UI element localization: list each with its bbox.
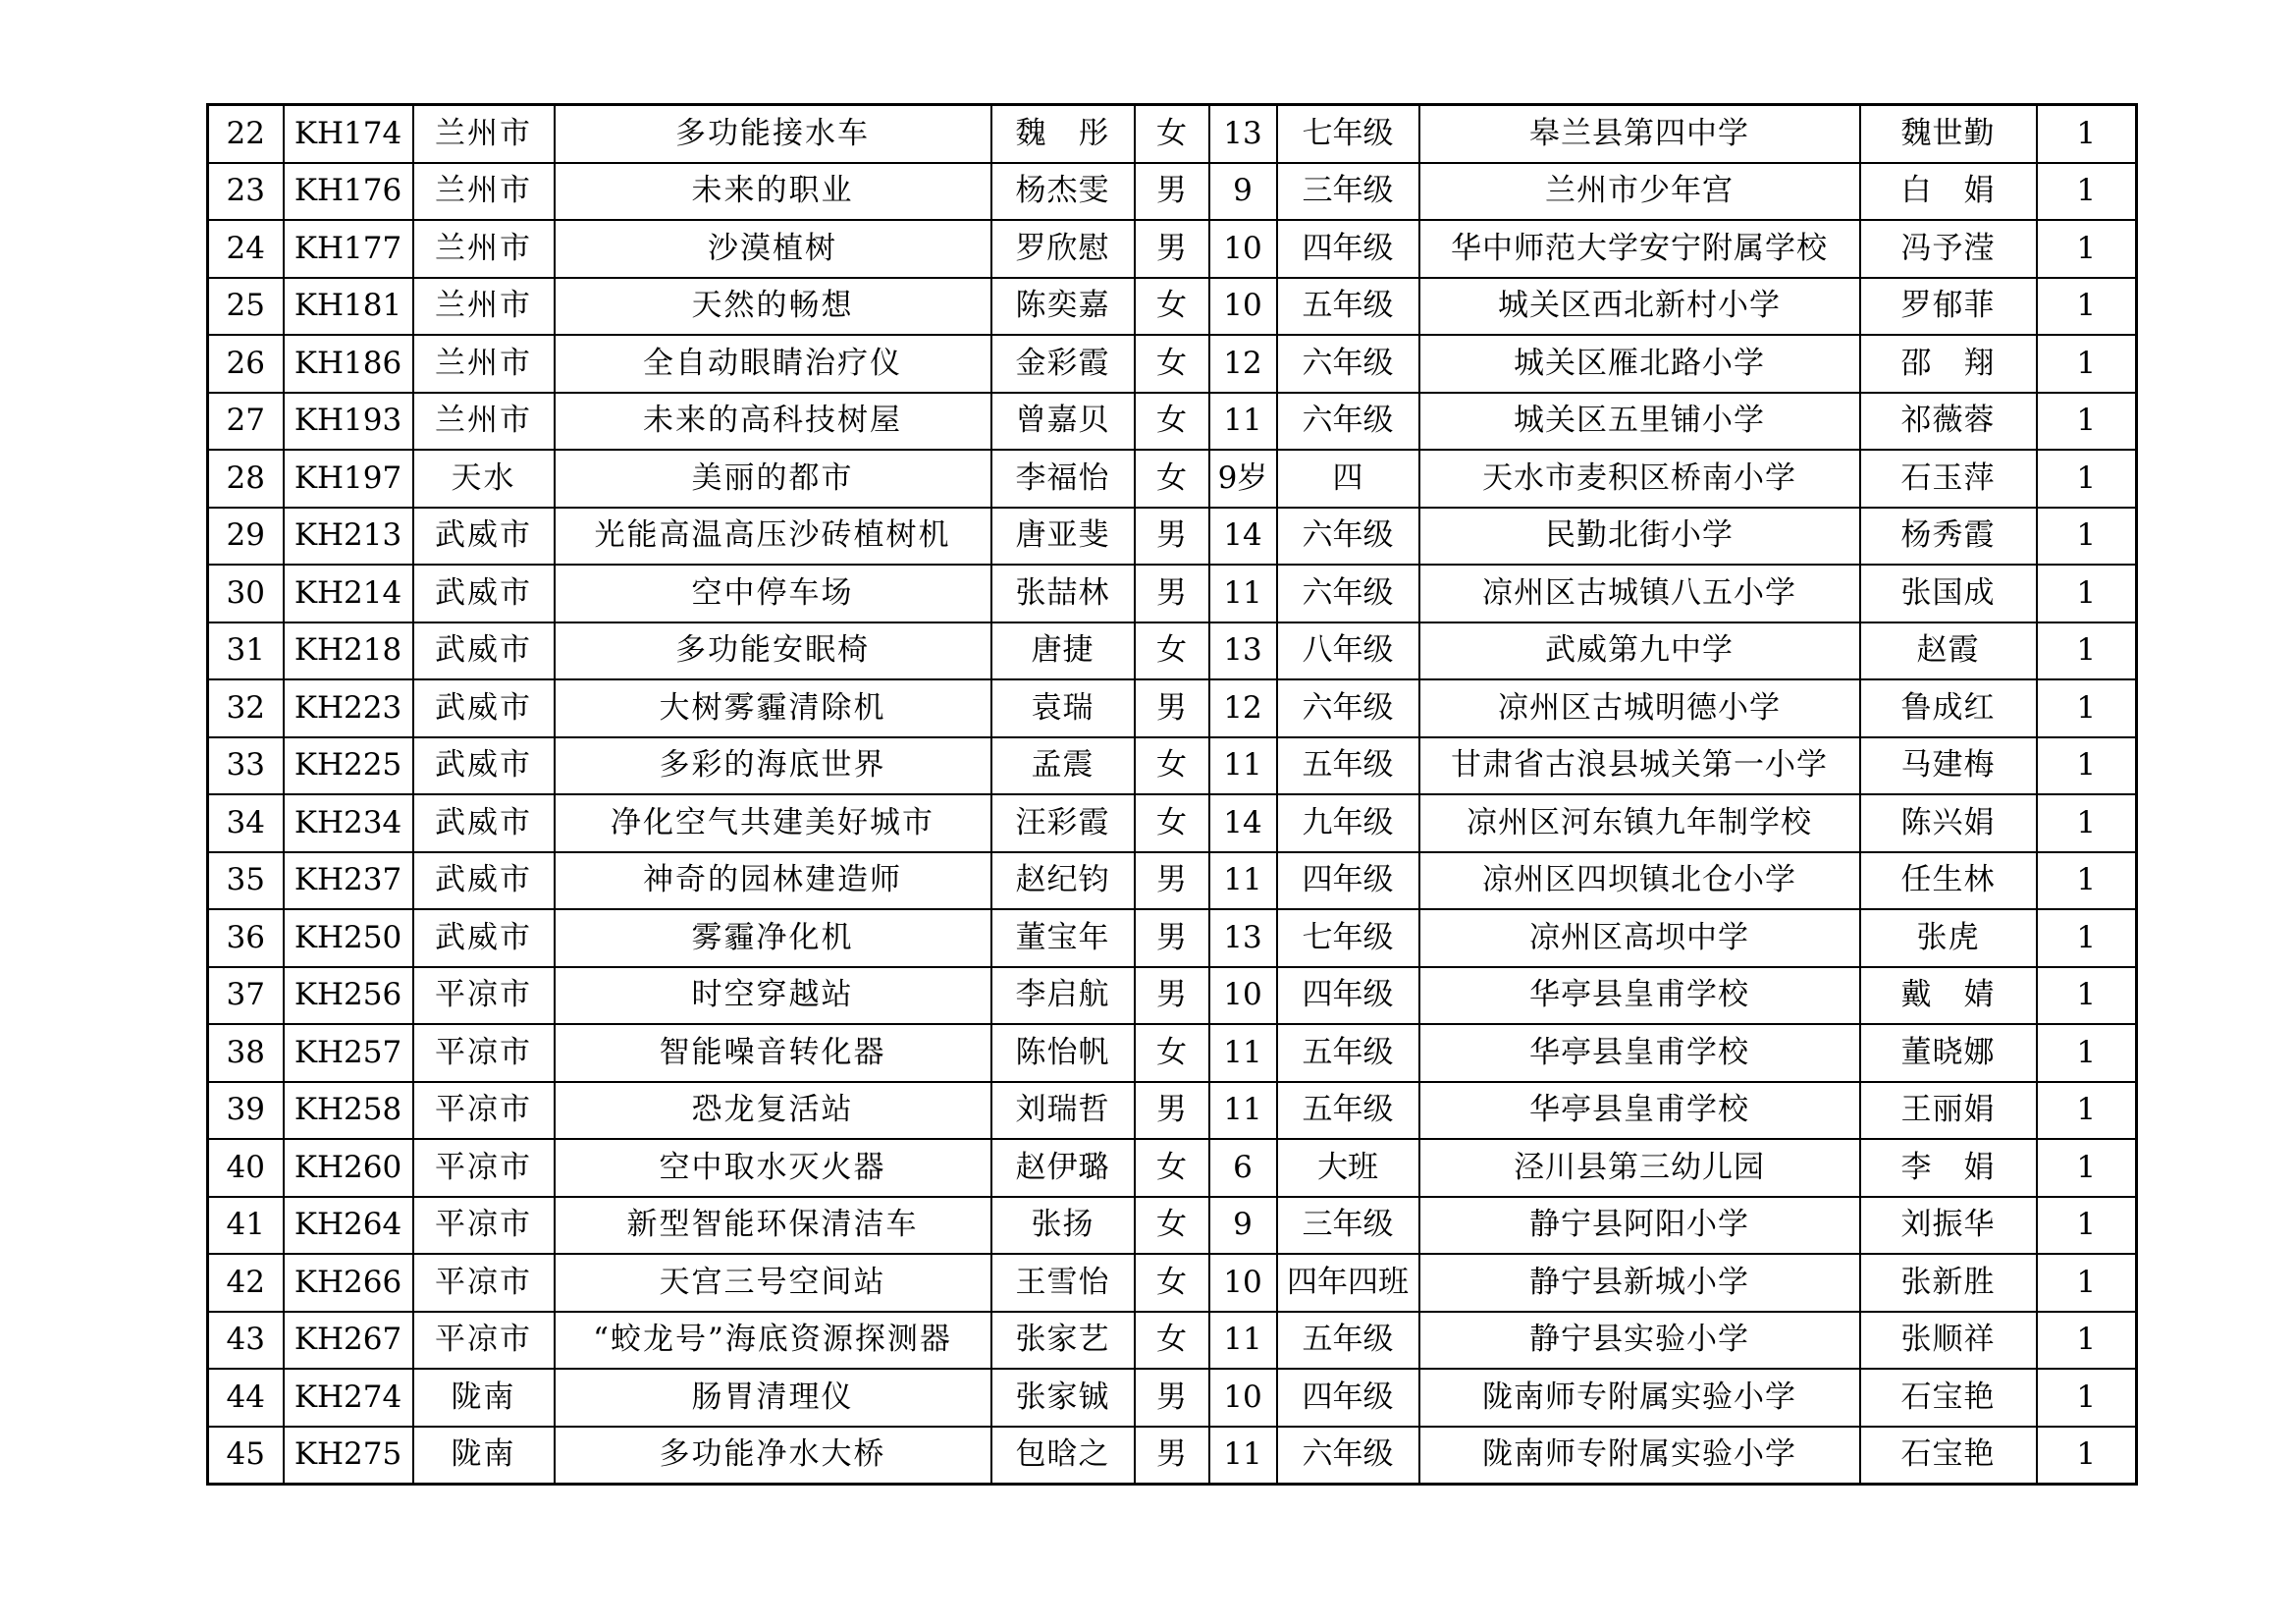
student-name-cell: 陈怡帆 bbox=[991, 1024, 1135, 1082]
age-cell: 10 bbox=[1209, 278, 1277, 336]
city-cell: 武威市 bbox=[413, 622, 555, 680]
title-cell: 未来的职业 bbox=[555, 163, 991, 221]
table-row bbox=[208, 1024, 2137, 1082]
count-cell: 1 bbox=[2037, 1254, 2137, 1312]
serial-cell: 31 bbox=[208, 622, 284, 680]
teacher-cell: 石宝艳 bbox=[1860, 1427, 2037, 1485]
table-row bbox=[208, 393, 2137, 451]
gender-cell: 男 bbox=[1135, 967, 1209, 1025]
gender-cell: 男 bbox=[1135, 1369, 1209, 1427]
serial-cell: 26 bbox=[208, 335, 284, 393]
student-name-cell: 王雪怡 bbox=[991, 1254, 1135, 1312]
gender-cell: 女 bbox=[1135, 622, 1209, 680]
age-cell: 12 bbox=[1209, 679, 1277, 737]
count-cell: 1 bbox=[2037, 220, 2137, 278]
teacher-cell: 赵霞 bbox=[1860, 622, 2037, 680]
code-cell: KH214 bbox=[284, 565, 413, 622]
table-row bbox=[208, 335, 2137, 393]
serial-cell: 30 bbox=[208, 565, 284, 622]
age-cell: 10 bbox=[1209, 220, 1277, 278]
count-cell: 1 bbox=[2037, 909, 2137, 967]
code-cell: KH260 bbox=[284, 1139, 413, 1197]
serial-cell: 38 bbox=[208, 1024, 284, 1082]
serial-cell: 24 bbox=[208, 220, 284, 278]
city-cell: 平凉市 bbox=[413, 1082, 555, 1140]
student-name-cell: 张喆林 bbox=[991, 565, 1135, 622]
gender-cell: 女 bbox=[1135, 1312, 1209, 1370]
age-cell: 13 bbox=[1209, 105, 1277, 163]
teacher-cell: 王丽娟 bbox=[1860, 1082, 2037, 1140]
table-row bbox=[208, 565, 2137, 622]
count-cell: 1 bbox=[2037, 967, 2137, 1025]
student-name-cell: 包晗之 bbox=[991, 1427, 1135, 1485]
city-cell: 武威市 bbox=[413, 794, 555, 852]
gender-cell: 女 bbox=[1135, 1197, 1209, 1255]
grade-cell: 大班 bbox=[1277, 1139, 1419, 1197]
serial-cell: 22 bbox=[208, 105, 284, 163]
gender-cell: 男 bbox=[1135, 1082, 1209, 1140]
code-cell: KH186 bbox=[284, 335, 413, 393]
serial-cell: 44 bbox=[208, 1369, 284, 1427]
grade-cell: 五年级 bbox=[1277, 737, 1419, 795]
student-name-cell: 唐捷 bbox=[991, 622, 1135, 680]
age-cell: 9岁 bbox=[1209, 450, 1277, 508]
title-cell: 多功能净水大桥 bbox=[555, 1427, 991, 1485]
teacher-cell: 张新胜 bbox=[1860, 1254, 2037, 1312]
serial-cell: 25 bbox=[208, 278, 284, 336]
student-name-cell: 袁瑞 bbox=[991, 679, 1135, 737]
school-cell: 华亭县皇甫学校 bbox=[1419, 1024, 1860, 1082]
student-name-cell: 张扬 bbox=[991, 1197, 1135, 1255]
school-cell: 华亭县皇甫学校 bbox=[1419, 1082, 1860, 1140]
table-body bbox=[208, 105, 2137, 1485]
teacher-cell: 罗郁菲 bbox=[1860, 278, 2037, 336]
gender-cell: 男 bbox=[1135, 1427, 1209, 1485]
school-cell: 甘肃省古浪县城关第一小学 bbox=[1419, 737, 1860, 795]
count-cell: 1 bbox=[2037, 565, 2137, 622]
table-row bbox=[208, 679, 2137, 737]
age-cell: 13 bbox=[1209, 622, 1277, 680]
age-cell: 11 bbox=[1209, 1427, 1277, 1485]
count-cell: 1 bbox=[2037, 508, 2137, 566]
student-name-cell: 张家铖 bbox=[991, 1369, 1135, 1427]
count-cell: 1 bbox=[2037, 1427, 2137, 1485]
gender-cell: 女 bbox=[1135, 105, 1209, 163]
city-cell: 武威市 bbox=[413, 565, 555, 622]
gender-cell: 男 bbox=[1135, 909, 1209, 967]
title-cell: 沙漠植树 bbox=[555, 220, 991, 278]
count-cell: 1 bbox=[2037, 450, 2137, 508]
gender-cell: 男 bbox=[1135, 565, 1209, 622]
grade-cell: 六年级 bbox=[1277, 1427, 1419, 1485]
gender-cell: 男 bbox=[1135, 679, 1209, 737]
count-cell: 1 bbox=[2037, 737, 2137, 795]
city-cell: 武威市 bbox=[413, 852, 555, 910]
teacher-cell: 马建梅 bbox=[1860, 737, 2037, 795]
count-cell: 1 bbox=[2037, 1197, 2137, 1255]
code-cell: KH266 bbox=[284, 1254, 413, 1312]
grade-cell: 四年级 bbox=[1277, 1369, 1419, 1427]
table-row bbox=[208, 909, 2137, 967]
gender-cell: 女 bbox=[1135, 335, 1209, 393]
age-cell: 10 bbox=[1209, 967, 1277, 1025]
city-cell: 兰州市 bbox=[413, 335, 555, 393]
city-cell: 兰州市 bbox=[413, 278, 555, 336]
code-cell: KH237 bbox=[284, 852, 413, 910]
title-cell: 空中停车场 bbox=[555, 565, 991, 622]
count-cell: 1 bbox=[2037, 1082, 2137, 1140]
city-cell: 陇南 bbox=[413, 1369, 555, 1427]
age-cell: 14 bbox=[1209, 508, 1277, 566]
teacher-cell: 董晓娜 bbox=[1860, 1024, 2037, 1082]
table-row bbox=[208, 737, 2137, 795]
grade-cell: 五年级 bbox=[1277, 1024, 1419, 1082]
serial-cell: 40 bbox=[208, 1139, 284, 1197]
table-row bbox=[208, 967, 2137, 1025]
student-name-cell: 刘瑞哲 bbox=[991, 1082, 1135, 1140]
gender-cell: 女 bbox=[1135, 393, 1209, 451]
student-name-cell: 董宝年 bbox=[991, 909, 1135, 967]
student-name-cell: 李启航 bbox=[991, 967, 1135, 1025]
age-cell: 6 bbox=[1209, 1139, 1277, 1197]
title-cell: “蛟龙号”海底资源探测器 bbox=[555, 1312, 991, 1370]
code-cell: KH223 bbox=[284, 679, 413, 737]
student-name-cell: 唐亚斐 bbox=[991, 508, 1135, 566]
serial-cell: 23 bbox=[208, 163, 284, 221]
serial-cell: 27 bbox=[208, 393, 284, 451]
code-cell: KH256 bbox=[284, 967, 413, 1025]
teacher-cell: 石玉萍 bbox=[1860, 450, 2037, 508]
serial-cell: 34 bbox=[208, 794, 284, 852]
table-row bbox=[208, 450, 2137, 508]
gender-cell: 男 bbox=[1135, 852, 1209, 910]
city-cell: 武威市 bbox=[413, 679, 555, 737]
student-name-cell: 杨杰雯 bbox=[991, 163, 1135, 221]
city-cell: 武威市 bbox=[413, 737, 555, 795]
school-cell: 凉州区高坝中学 bbox=[1419, 909, 1860, 967]
city-cell: 武威市 bbox=[413, 508, 555, 566]
teacher-cell: 陈兴娟 bbox=[1860, 794, 2037, 852]
grade-cell: 八年级 bbox=[1277, 622, 1419, 680]
age-cell: 11 bbox=[1209, 737, 1277, 795]
city-cell: 天水 bbox=[413, 450, 555, 508]
age-cell: 11 bbox=[1209, 565, 1277, 622]
code-cell: KH258 bbox=[284, 1082, 413, 1140]
code-cell: KH213 bbox=[284, 508, 413, 566]
city-cell: 武威市 bbox=[413, 909, 555, 967]
student-name-cell: 魏 彤 bbox=[991, 105, 1135, 163]
table-row bbox=[208, 278, 2137, 336]
gender-cell: 女 bbox=[1135, 1024, 1209, 1082]
gender-cell: 女 bbox=[1135, 794, 1209, 852]
city-cell: 平凉市 bbox=[413, 1312, 555, 1370]
student-name-cell: 曾嘉贝 bbox=[991, 393, 1135, 451]
age-cell: 14 bbox=[1209, 794, 1277, 852]
code-cell: KH225 bbox=[284, 737, 413, 795]
school-cell: 华中师范大学安宁附属学校 bbox=[1419, 220, 1860, 278]
title-cell: 美丽的都市 bbox=[555, 450, 991, 508]
count-cell: 1 bbox=[2037, 1024, 2137, 1082]
title-cell: 多功能安眠椅 bbox=[555, 622, 991, 680]
code-cell: KH193 bbox=[284, 393, 413, 451]
age-cell: 11 bbox=[1209, 1312, 1277, 1370]
city-cell: 兰州市 bbox=[413, 220, 555, 278]
count-cell: 1 bbox=[2037, 163, 2137, 221]
school-cell: 静宁县阿阳小学 bbox=[1419, 1197, 1860, 1255]
student-name-cell: 李福怡 bbox=[991, 450, 1135, 508]
grade-cell: 七年级 bbox=[1277, 105, 1419, 163]
serial-cell: 45 bbox=[208, 1427, 284, 1485]
title-cell: 神奇的园林建造师 bbox=[555, 852, 991, 910]
count-cell: 1 bbox=[2037, 622, 2137, 680]
city-cell: 兰州市 bbox=[413, 163, 555, 221]
age-cell: 11 bbox=[1209, 1082, 1277, 1140]
grade-cell: 七年级 bbox=[1277, 909, 1419, 967]
student-name-cell: 张家艺 bbox=[991, 1312, 1135, 1370]
serial-cell: 39 bbox=[208, 1082, 284, 1140]
teacher-cell: 张虎 bbox=[1860, 909, 2037, 967]
code-cell: KH275 bbox=[284, 1427, 413, 1485]
title-cell: 肠胃清理仪 bbox=[555, 1369, 991, 1427]
count-cell: 1 bbox=[2037, 1139, 2137, 1197]
city-cell: 平凉市 bbox=[413, 1024, 555, 1082]
city-cell: 兰州市 bbox=[413, 105, 555, 163]
grade-cell: 三年级 bbox=[1277, 163, 1419, 221]
age-cell: 9 bbox=[1209, 1197, 1277, 1255]
title-cell: 多功能接水车 bbox=[555, 105, 991, 163]
grade-cell: 六年级 bbox=[1277, 679, 1419, 737]
grade-cell: 六年级 bbox=[1277, 335, 1419, 393]
code-cell: KH218 bbox=[284, 622, 413, 680]
student-name-cell: 赵伊璐 bbox=[991, 1139, 1135, 1197]
title-cell: 光能高温高压沙砖植树机 bbox=[555, 508, 991, 566]
grade-cell: 四年级 bbox=[1277, 967, 1419, 1025]
school-cell: 城关区五里铺小学 bbox=[1419, 393, 1860, 451]
count-cell: 1 bbox=[2037, 278, 2137, 336]
title-cell: 雾霾净化机 bbox=[555, 909, 991, 967]
school-cell: 凉州区古城镇八五小学 bbox=[1419, 565, 1860, 622]
serial-cell: 41 bbox=[208, 1197, 284, 1255]
count-cell: 1 bbox=[2037, 679, 2137, 737]
grade-cell: 六年级 bbox=[1277, 565, 1419, 622]
code-cell: KH177 bbox=[284, 220, 413, 278]
serial-cell: 28 bbox=[208, 450, 284, 508]
gender-cell: 女 bbox=[1135, 1139, 1209, 1197]
gender-cell: 男 bbox=[1135, 163, 1209, 221]
age-cell: 10 bbox=[1209, 1369, 1277, 1427]
school-cell: 凉州区古城明德小学 bbox=[1419, 679, 1860, 737]
school-cell: 泾川县第三幼儿园 bbox=[1419, 1139, 1860, 1197]
title-cell: 大树雾霾清除机 bbox=[555, 679, 991, 737]
city-cell: 平凉市 bbox=[413, 1197, 555, 1255]
teacher-cell: 张国成 bbox=[1860, 565, 2037, 622]
title-cell: 时空穿越站 bbox=[555, 967, 991, 1025]
grade-cell: 五年级 bbox=[1277, 278, 1419, 336]
title-cell: 全自动眼睛治疗仪 bbox=[555, 335, 991, 393]
table-row bbox=[208, 1139, 2137, 1197]
school-cell: 天水市麦积区桥南小学 bbox=[1419, 450, 1860, 508]
age-cell: 11 bbox=[1209, 393, 1277, 451]
count-cell: 1 bbox=[2037, 794, 2137, 852]
school-cell: 陇南师专附属实验小学 bbox=[1419, 1369, 1860, 1427]
gender-cell: 女 bbox=[1135, 1254, 1209, 1312]
title-cell: 智能噪音转化器 bbox=[555, 1024, 991, 1082]
gender-cell: 女 bbox=[1135, 737, 1209, 795]
code-cell: KH176 bbox=[284, 163, 413, 221]
count-cell: 1 bbox=[2037, 1312, 2137, 1370]
age-cell: 11 bbox=[1209, 852, 1277, 910]
table-row bbox=[208, 1427, 2137, 1485]
teacher-cell: 邵 翔 bbox=[1860, 335, 2037, 393]
code-cell: KH181 bbox=[284, 278, 413, 336]
code-cell: KH197 bbox=[284, 450, 413, 508]
school-cell: 凉州区河东镇九年制学校 bbox=[1419, 794, 1860, 852]
teacher-cell: 鲁成红 bbox=[1860, 679, 2037, 737]
school-cell: 皋兰县第四中学 bbox=[1419, 105, 1860, 163]
school-cell: 兰州市少年宫 bbox=[1419, 163, 1860, 221]
code-cell: KH174 bbox=[284, 105, 413, 163]
code-cell: KH250 bbox=[284, 909, 413, 967]
table-row bbox=[208, 1082, 2137, 1140]
grade-cell: 三年级 bbox=[1277, 1197, 1419, 1255]
count-cell: 1 bbox=[2037, 105, 2137, 163]
table-row bbox=[208, 1254, 2137, 1312]
student-name-cell: 罗欣慰 bbox=[991, 220, 1135, 278]
school-cell: 静宁县新城小学 bbox=[1419, 1254, 1860, 1312]
age-cell: 11 bbox=[1209, 1024, 1277, 1082]
city-cell: 陇南 bbox=[413, 1427, 555, 1485]
school-cell: 华亭县皇甫学校 bbox=[1419, 967, 1860, 1025]
table-row bbox=[208, 852, 2137, 910]
table-row bbox=[208, 105, 2137, 163]
teacher-cell: 戴 婧 bbox=[1860, 967, 2037, 1025]
student-name-cell: 陈奕嘉 bbox=[991, 278, 1135, 336]
teacher-cell: 李 娟 bbox=[1860, 1139, 2037, 1197]
title-cell: 恐龙复活站 bbox=[555, 1082, 991, 1140]
school-cell: 城关区西北新村小学 bbox=[1419, 278, 1860, 336]
school-cell: 凉州区四坝镇北仓小学 bbox=[1419, 852, 1860, 910]
serial-cell: 35 bbox=[208, 852, 284, 910]
code-cell: KH274 bbox=[284, 1369, 413, 1427]
city-cell: 平凉市 bbox=[413, 1254, 555, 1312]
serial-cell: 43 bbox=[208, 1312, 284, 1370]
serial-cell: 29 bbox=[208, 508, 284, 566]
title-cell: 多彩的海底世界 bbox=[555, 737, 991, 795]
student-name-cell: 金彩霞 bbox=[991, 335, 1135, 393]
grade-cell: 五年级 bbox=[1277, 1082, 1419, 1140]
city-cell: 兰州市 bbox=[413, 393, 555, 451]
grade-cell: 六年级 bbox=[1277, 508, 1419, 566]
table-row bbox=[208, 622, 2137, 680]
grade-cell: 九年级 bbox=[1277, 794, 1419, 852]
gender-cell: 男 bbox=[1135, 220, 1209, 278]
code-cell: KH267 bbox=[284, 1312, 413, 1370]
teacher-cell: 魏世勤 bbox=[1860, 105, 2037, 163]
title-cell: 天宫三号空间站 bbox=[555, 1254, 991, 1312]
age-cell: 13 bbox=[1209, 909, 1277, 967]
count-cell: 1 bbox=[2037, 335, 2137, 393]
serial-cell: 37 bbox=[208, 967, 284, 1025]
city-cell: 平凉市 bbox=[413, 1139, 555, 1197]
gender-cell: 女 bbox=[1135, 278, 1209, 336]
teacher-cell: 任生林 bbox=[1860, 852, 2037, 910]
gender-cell: 女 bbox=[1135, 450, 1209, 508]
grade-cell: 五年级 bbox=[1277, 1312, 1419, 1370]
student-name-cell: 孟震 bbox=[991, 737, 1135, 795]
grade-cell: 六年级 bbox=[1277, 393, 1419, 451]
award-roster-table bbox=[206, 103, 2138, 1486]
teacher-cell: 石宝艳 bbox=[1860, 1369, 2037, 1427]
title-cell: 空中取水灭火器 bbox=[555, 1139, 991, 1197]
gender-cell: 男 bbox=[1135, 508, 1209, 566]
teacher-cell: 白 娟 bbox=[1860, 163, 2037, 221]
age-cell: 10 bbox=[1209, 1254, 1277, 1312]
serial-cell: 32 bbox=[208, 679, 284, 737]
title-cell: 天然的畅想 bbox=[555, 278, 991, 336]
teacher-cell: 张顺祥 bbox=[1860, 1312, 2037, 1370]
table-row bbox=[208, 1197, 2137, 1255]
table-row bbox=[208, 220, 2137, 278]
grade-cell: 四 bbox=[1277, 450, 1419, 508]
school-cell: 静宁县实验小学 bbox=[1419, 1312, 1860, 1370]
grade-cell: 四年四班 bbox=[1277, 1254, 1419, 1312]
table-row bbox=[208, 163, 2137, 221]
table-row bbox=[208, 508, 2137, 566]
title-cell: 净化空气共建美好城市 bbox=[555, 794, 991, 852]
school-cell: 城关区雁北路小学 bbox=[1419, 335, 1860, 393]
teacher-cell: 杨秀霞 bbox=[1860, 508, 2037, 566]
table-row bbox=[208, 794, 2137, 852]
serial-cell: 36 bbox=[208, 909, 284, 967]
count-cell: 1 bbox=[2037, 1369, 2137, 1427]
serial-cell: 33 bbox=[208, 737, 284, 795]
table-row bbox=[208, 1312, 2137, 1370]
code-cell: KH234 bbox=[284, 794, 413, 852]
count-cell: 1 bbox=[2037, 852, 2137, 910]
school-cell: 陇南师专附属实验小学 bbox=[1419, 1427, 1860, 1485]
student-name-cell: 汪彩霞 bbox=[991, 794, 1135, 852]
school-cell: 武威第九中学 bbox=[1419, 622, 1860, 680]
city-cell: 平凉市 bbox=[413, 967, 555, 1025]
title-cell: 未来的高科技树屋 bbox=[555, 393, 991, 451]
title-cell: 新型智能环保清洁车 bbox=[555, 1197, 991, 1255]
code-cell: KH257 bbox=[284, 1024, 413, 1082]
teacher-cell: 祁薇蓉 bbox=[1860, 393, 2037, 451]
grade-cell: 四年级 bbox=[1277, 220, 1419, 278]
age-cell: 12 bbox=[1209, 335, 1277, 393]
age-cell: 9 bbox=[1209, 163, 1277, 221]
grade-cell: 四年级 bbox=[1277, 852, 1419, 910]
table-row bbox=[208, 1369, 2137, 1427]
code-cell: KH264 bbox=[284, 1197, 413, 1255]
teacher-cell: 刘振华 bbox=[1860, 1197, 2037, 1255]
school-cell: 民勤北街小学 bbox=[1419, 508, 1860, 566]
count-cell: 1 bbox=[2037, 393, 2137, 451]
serial-cell: 42 bbox=[208, 1254, 284, 1312]
teacher-cell: 冯予滢 bbox=[1860, 220, 2037, 278]
student-name-cell: 赵纪钧 bbox=[991, 852, 1135, 910]
